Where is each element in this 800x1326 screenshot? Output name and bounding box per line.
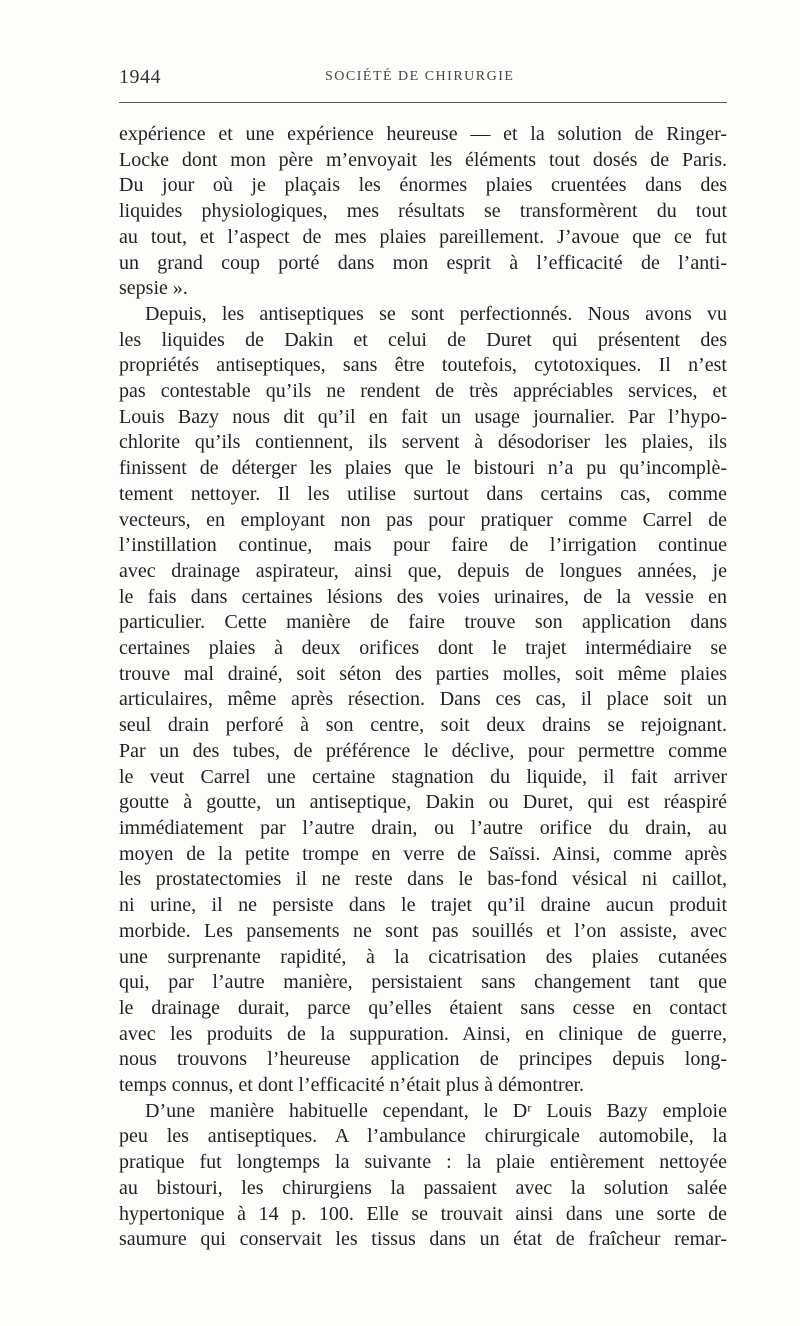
text-line: pas contestable qu’ils ne rendent de très appréciables services, et — [119, 380, 727, 403]
text-line: le fais dans certaines lésions des voies urinaires, de la vessie en — [119, 585, 727, 608]
text-line: une surprenante rapidité, à la cicatrisation des plaies cutanées — [119, 945, 727, 968]
body-text — [119, 122, 727, 1253]
text-line: les prostatectomies il ne reste dans le bas-fond vésical ni caillot, — [119, 868, 727, 891]
text-line: moyen de la petite trompe en verre de Saïssi. Ainsi, comme après — [119, 842, 727, 865]
text-line: Depuis, les antiseptiques se sont perfectionnés. Nous avons vu — [145, 302, 727, 325]
text-line: avec drainage aspirateur, ainsi que, depuis de longues années, je — [119, 559, 727, 582]
page-header — [119, 66, 727, 94]
text-line: seul drain perforé à son centre, soit deux drains se rejoignant. — [119, 714, 727, 737]
text-line: Locke dont mon père m’envoyait les éléments tout dosés de Paris. — [119, 148, 727, 171]
text-line: nous trouvons l’heureuse application de principes depuis long- — [119, 1048, 727, 1071]
text-line: expérience et une expérience heureuse — et la solution de Ringer- — [119, 123, 727, 145]
text-line: D’une manière habituelle cependant, le Dʳ Louis Bazy emploie — [145, 1099, 727, 1122]
text-line: liquides physiologiques, mes résultats se transformèrent du tout — [119, 200, 727, 223]
text-line: le drainage durait, parce qu’elles étaient sans cesse en contact — [119, 996, 727, 1019]
text-line: particulier. Cette manière de faire trouve son application dans — [119, 611, 727, 634]
text-line: morbide. Les pansements ne sont pas souillés et l’on assiste, avec — [119, 919, 727, 942]
text-line: un grand coup porté dans mon esprit à l’efficacité de l’anti- — [119, 251, 727, 274]
page-number: 1944 — [119, 66, 161, 88]
text-line: tement nettoyer. Il les utilise surtout dans certains cas, comme — [119, 482, 727, 505]
running-head: SOCIÉTÉ DE CHIRURGIE — [325, 69, 515, 84]
text-line: trouve mal drainé, soit séton des parties molles, soit même plaies — [119, 662, 727, 685]
text-line: temps connus, et dont l’efficacité n’était plus à démontrer. — [119, 1074, 585, 1097]
text-line: Du jour où je plaçais les énormes plaies cruentées dans des — [119, 174, 727, 197]
text-line: qui, par l’autre manière, persistaient sans changement tant que — [119, 971, 727, 994]
text-line: le veut Carrel une certaine stagnation du liquide, il fait arriver — [119, 765, 727, 788]
text-line: au tout, et l’aspect de mes plaies pareillement. J’avoue que ce fut — [119, 225, 727, 248]
text-line: vecteurs, en employant non pas pour pratiquer comme Carrel de — [119, 508, 727, 531]
text-line: articulaires, même après résection. Dans ces cas, il place soit un — [119, 688, 727, 711]
text-line: au bistouri, les chirurgiens la passaient avec la solution salée — [119, 1176, 727, 1199]
text-line: peu les antiseptiques. A l’ambulance chirurgicale automobile, la — [119, 1125, 727, 1148]
text-line: immédiatement par l’autre drain, ou l’autre orifice du drain, au — [119, 816, 727, 839]
text-line: hypertonique à 14 p. 100. Elle se trouvait ainsi dans une sorte de — [119, 1202, 727, 1225]
text-line: Par un des tubes, de préférence le déclive, pour permettre comme — [119, 739, 727, 762]
text-line: Louis Bazy nous dit qu’il en fait un usage journalier. Par l’hypo- — [119, 405, 727, 428]
text-line: l’instillation continue, mais pour faire de l’irrigation continue — [119, 534, 727, 557]
text-line: ni urine, il ne persiste dans le trajet qu’il draine aucun produit — [119, 894, 727, 917]
text-line: pratique fut longtemps la suivante : la plaie entièrement nettoyée — [119, 1151, 727, 1174]
text-line: les liquides de Dakin et celui de Duret qui présentent des — [119, 328, 727, 351]
text-line: chlorite qu’ils contiennent, ils servent à désodoriser les plaies, ils — [119, 431, 727, 454]
text-line: propriétés antiseptiques, sans être toutefois, cytotoxiques. Il n’est — [119, 354, 727, 377]
header-rule — [119, 102, 727, 103]
text-line: certaines plaies à deux orifices dont le trajet intermédiaire se — [119, 637, 727, 660]
text-line: avec les produits de la suppuration. Ainsi, en clinique de guerre, — [119, 1022, 727, 1045]
text-line: goutte à goutte, un antiseptique, Dakin ou Duret, qui est réaspiré — [119, 791, 727, 814]
text-line: finissent de déterger les plaies que le bistouri n’a pu qu’incomplè- — [119, 457, 727, 480]
text-line: sepsie ». — [119, 277, 188, 300]
text-line: saumure qui conservait les tissus dans un état de fraîcheur remar- — [119, 1228, 727, 1251]
